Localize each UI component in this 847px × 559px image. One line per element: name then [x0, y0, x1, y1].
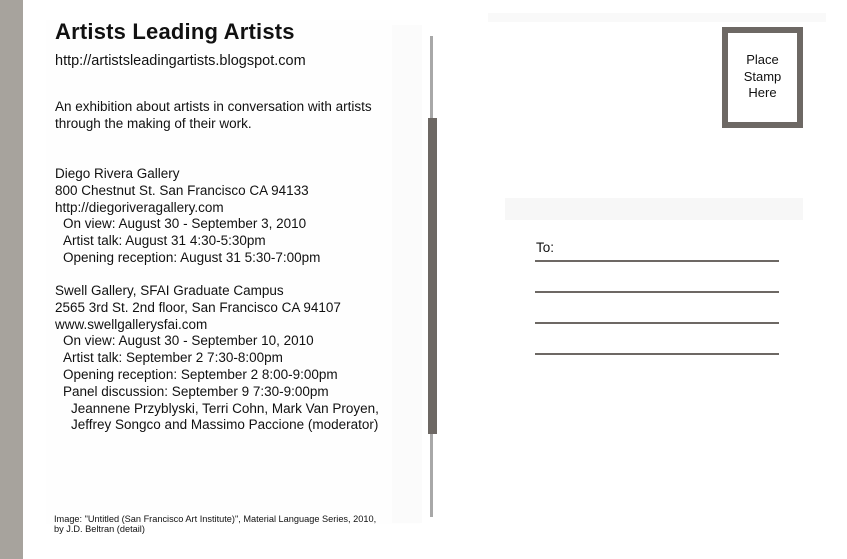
event-artist-talk: Artist talk: August 31 4:30-5:30pm — [63, 233, 266, 249]
stamp-box — [722, 27, 803, 128]
address-line — [535, 291, 779, 293]
venue-website[interactable]: http://diegoriveragallery.com — [55, 199, 224, 215]
event-opening-reception: Opening reception: August 31 5:30-7:00pm — [63, 249, 321, 265]
middle-faint-band — [505, 198, 803, 220]
panelists-line: Jeannene Przyblyski, Terri Cohn, Mark Van Proyen, — [71, 400, 379, 416]
event-on-view: On view: August 30 - September 10, 2010 — [63, 333, 314, 349]
address-line — [535, 322, 779, 324]
exhibition-description: An exhibition about artists in conversation with artists through the making of their work. — [55, 99, 372, 131]
stamp-label-line: Place — [746, 52, 779, 67]
address-line — [535, 353, 779, 355]
event-artist-talk: Artist talk: September 2 7:30-8:00pm — [63, 350, 283, 366]
venue-name: Diego Rivera Gallery — [55, 166, 180, 181]
left-edge-strip — [0, 0, 23, 559]
venue-address: 2565 3rd St. 2nd floor, San Francisco CA 94107 — [55, 299, 341, 315]
stamp-label-line: Here — [748, 85, 777, 100]
exhibition-title: Artists Leading Artists — [55, 19, 295, 44]
center-divider-bar — [428, 118, 437, 434]
event-opening-reception: Opening reception: September 2 8:00-9:00pm — [63, 366, 338, 382]
venue-name: Swell Gallery, SFAI Graduate Campus — [55, 283, 284, 298]
venue-block-diego-rivera — [55, 166, 320, 267]
top-faint-band — [488, 13, 826, 22]
stamp-label-line: Stamp — [743, 68, 782, 84]
address-line — [535, 260, 779, 262]
image-caption: Image: "Untitled (San Francisco Art Institute)", Material Language Series, 2010, by J.D. Beltran (detail) — [54, 514, 377, 534]
venue-website[interactable]: www.swellgallerysfai.com — [55, 316, 208, 332]
panelists-line: Jeffrey Songco and Massimo Paccione (moderator) — [71, 417, 379, 433]
event-panel-discussion: Panel discussion: September 9 7:30-9:00pm — [63, 383, 329, 399]
event-on-view: On view: August 30 - September 3, 2010 — [63, 216, 307, 232]
exhibition-url[interactable]: http://artistsleadingartists.blogspot.com — [55, 53, 306, 69]
venue-address: 800 Chestnut St. San Francisco CA 94133 — [55, 182, 309, 198]
to-label: To: — [536, 240, 555, 255]
venue-block-swell-gallery — [55, 283, 379, 434]
message-panel — [46, 20, 420, 524]
stamp-label — [744, 52, 782, 102]
